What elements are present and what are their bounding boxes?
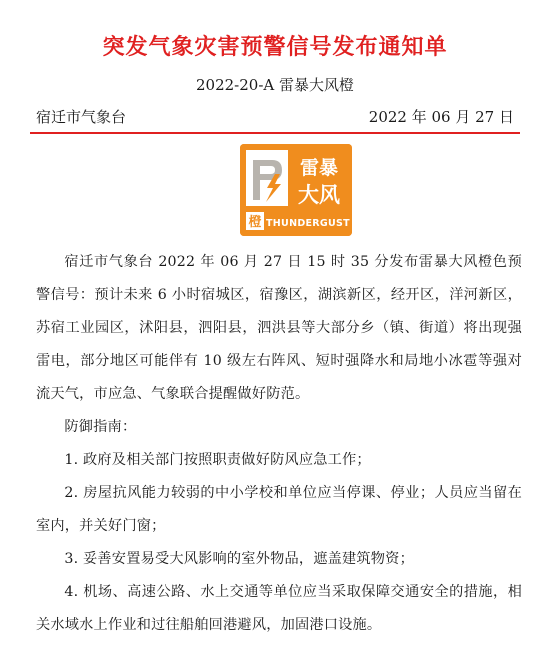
signal-level-char: 橙: [248, 215, 262, 230]
header-divider: [30, 132, 520, 134]
notice-body: [36, 246, 522, 642]
issuer-name: 宿迁市气象台: [36, 108, 127, 126]
document-number: 2022-20-A 雷暴大风橙: [196, 76, 354, 94]
guide-item-1: 1. 政府及相关部门按照职责做好防风应急工作；: [64, 452, 371, 468]
issue-date: 2022 年 06 月 27 日: [368, 108, 514, 126]
guide-item-2: 2. 房屋抗风能力较弱的中小学校和单位应当停课、停业；人员应当留在室内，并关好门窗；: [36, 485, 522, 534]
signal-text-bottom: 大风: [298, 183, 340, 207]
signal-text-top: 雷暴: [299, 157, 339, 179]
signal-english-label: THUNDERGUST: [266, 218, 350, 229]
thunderstorm-gale-orange-signal-icon: [240, 144, 352, 236]
warning-intro: 宿迁市气象台 2022 年 06 月 27 日 15 时 35 分发布雷暴大风橙色预警信号：预计未来 6 小时宿城区，宿豫区，湖滨新区，经开区，洋河新区，苏宿工业园区，沭阳县，泗阳县，泗洪县等大部分乡（镇、街道）将出现强雷电，部分地区可能伴有 10 级左右阵风、短时强降水和局地小冰雹等强对流天气，市应急、气象联合提醒做好防范。: [36, 254, 522, 402]
notice-title: 突发气象灾害预警信号发布通知单: [102, 34, 448, 60]
guide-title: 防御指南：: [64, 419, 137, 435]
guide-item-3: 3. 妥善安置易受大风影响的室外物品，遮盖建筑物资；: [64, 551, 414, 567]
guide-item-4: 4. 机场、高速公路、水上交通等单位应当采取保障交通安全的措施，相关水域水上作业和过往船舶回港避风，加固港口设施。: [36, 584, 522, 633]
